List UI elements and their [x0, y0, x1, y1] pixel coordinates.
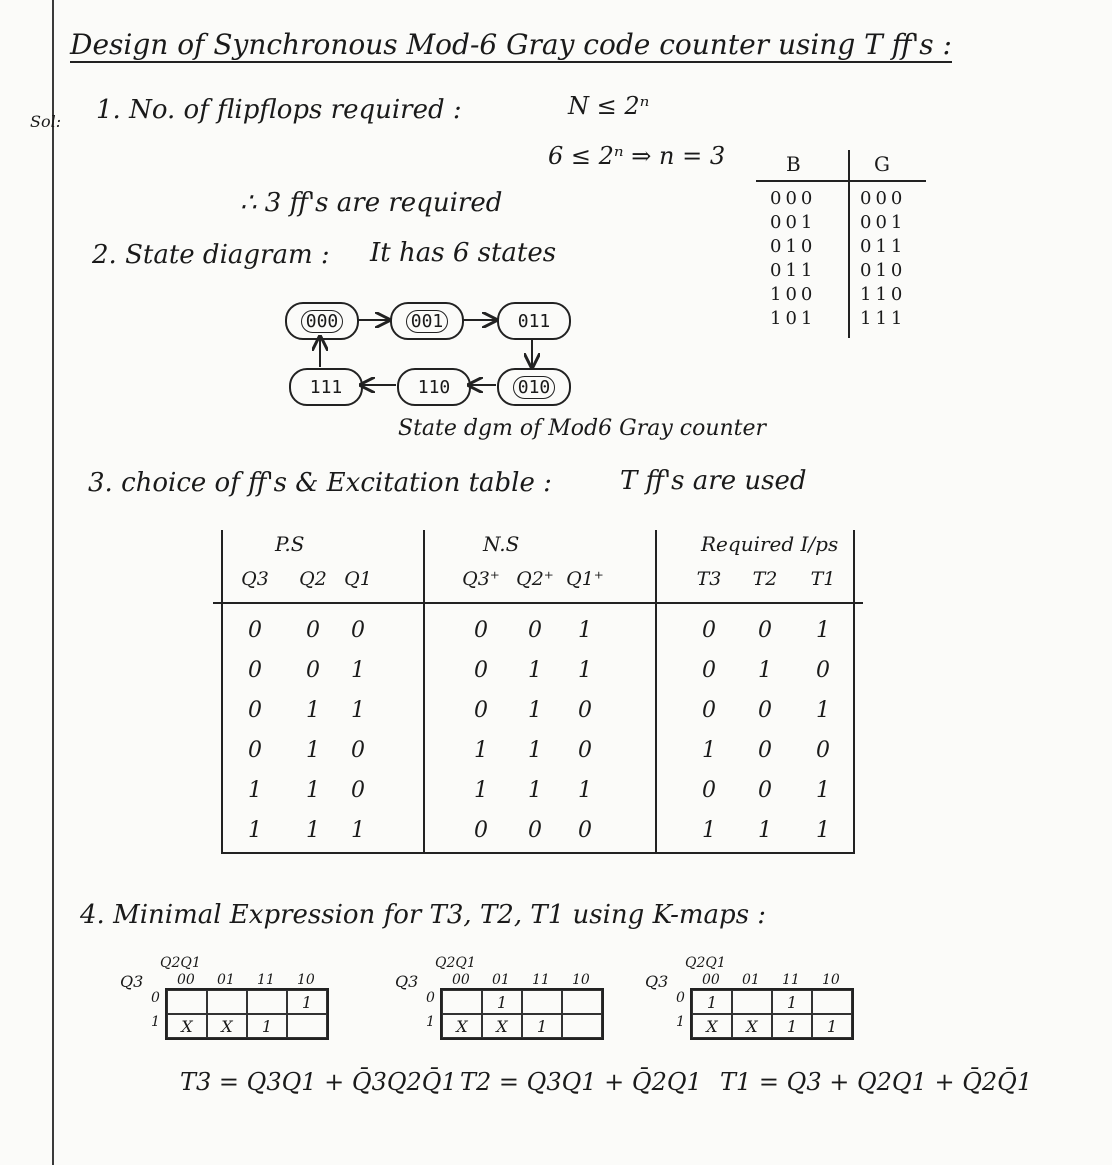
- kmap-col-label: 00: [702, 972, 720, 988]
- table-cell: 0: [248, 698, 262, 723]
- state-node: 001: [390, 302, 464, 340]
- step1-label: 1. No. of flipflops required :: [96, 95, 462, 125]
- kmap-col-label: 11: [532, 972, 550, 988]
- kmap-expression: T3 = Q3Q1 + Q̄3Q2Q̄1: [180, 1068, 457, 1096]
- table-cell: 0: [351, 738, 365, 763]
- table-cell: 1: [758, 818, 772, 843]
- table-border-right: [853, 530, 855, 854]
- excitation-table: [213, 530, 863, 854]
- state-node: 000: [285, 302, 359, 340]
- group-ps: P.S: [275, 532, 305, 556]
- gray-code-cell: 110: [860, 284, 907, 305]
- kmap-col-label: 11: [257, 972, 275, 988]
- table-cell: 0: [816, 658, 830, 683]
- column-header: Q1: [344, 568, 372, 590]
- kmap-cell: [562, 1014, 602, 1038]
- kmap-row-var: Q3: [645, 972, 669, 991]
- kmap-row-var: Q3: [395, 972, 419, 991]
- kmap-cell: 1: [812, 1014, 852, 1038]
- gray-code-cell: 000: [860, 188, 907, 209]
- gray-binary-cell: 001: [770, 212, 817, 233]
- column-header: T3: [696, 568, 722, 590]
- table-cell: 0: [474, 658, 488, 683]
- gray-binary-cell: 000: [770, 188, 817, 209]
- kmap-row-label: 1: [151, 1014, 160, 1030]
- table-cell: 1: [351, 818, 365, 843]
- column-header: Q2⁺: [516, 568, 554, 590]
- kmap-cell: X: [167, 1014, 207, 1038]
- table-cell: 0: [528, 818, 542, 843]
- kmap-cell: X: [207, 1014, 247, 1038]
- table-cell: 1: [578, 618, 592, 643]
- table-cell: 0: [702, 698, 716, 723]
- table-header-rule: [213, 602, 863, 604]
- step4-label: 4. Minimal Expression for T3, T2, T1 using K-maps :: [80, 900, 767, 930]
- kmap-cell: [287, 1014, 327, 1038]
- kmap-col-var: Q2Q1: [160, 955, 201, 971]
- kmap-cell: [812, 990, 852, 1014]
- kmap-col-label: 00: [177, 972, 195, 988]
- table-cell: 0: [306, 658, 320, 683]
- table-cell: 1: [306, 818, 320, 843]
- kmap-col-var: Q2Q1: [685, 955, 726, 971]
- kmap-cell: 1: [247, 1014, 287, 1038]
- kmap-col-var: Q2Q1: [435, 955, 476, 971]
- column-header: Q2: [299, 568, 327, 590]
- table-cell: 0: [702, 778, 716, 803]
- table-cell: 0: [758, 738, 772, 763]
- step3-label: 3. choice of ff's & Excitation table :: [88, 468, 552, 498]
- kmap-col-label: 00: [452, 972, 470, 988]
- table-cell: 0: [578, 698, 592, 723]
- kmap-cell: [167, 990, 207, 1014]
- page-title: Design of Synchronous Mod-6 Gray code counter using T ff's :: [70, 28, 952, 61]
- kmap-cell: [247, 990, 287, 1014]
- table-cell: 0: [758, 618, 772, 643]
- kmap-col-label: 01: [742, 972, 760, 988]
- table-cell: 1: [578, 658, 592, 683]
- table-divider-ns-ip: [655, 530, 657, 854]
- table-cell: 0: [474, 618, 488, 643]
- kmap-col-label: 01: [217, 972, 235, 988]
- table-cell: 1: [248, 778, 262, 803]
- table-cell: 1: [306, 698, 320, 723]
- state-node: 111: [289, 368, 363, 406]
- kmap-cell: 1: [692, 990, 732, 1014]
- kmap-cell: 1: [772, 1014, 812, 1038]
- table-cell: 0: [702, 658, 716, 683]
- table-cell: 1: [816, 818, 830, 843]
- table-cell: 0: [306, 618, 320, 643]
- kmap-cell: [207, 990, 247, 1014]
- gray-code-cell: 111: [860, 308, 907, 329]
- gray-binary-cell: 010: [770, 236, 817, 257]
- table-cell: 0: [578, 738, 592, 763]
- table-cell: 1: [306, 778, 320, 803]
- gray-binary-cell: 101: [770, 308, 817, 329]
- column-header: Q3: [241, 568, 269, 590]
- margin-note: Sol:: [30, 112, 62, 131]
- kmap-col-label: 10: [572, 972, 590, 988]
- kmap-col-label: 10: [822, 972, 840, 988]
- group-required-inputs: Required I/ps: [701, 532, 839, 556]
- kmap-grid: [690, 988, 854, 1040]
- kmap-expression: T2 = Q3Q1 + Q̄2Q1: [460, 1068, 702, 1096]
- kmap-cell: X: [692, 1014, 732, 1038]
- table-cell: 1: [528, 738, 542, 763]
- table-cell: 1: [816, 618, 830, 643]
- table-cell: 0: [474, 698, 488, 723]
- kmap-col-label: 11: [782, 972, 800, 988]
- gray-header-b: B: [786, 152, 801, 176]
- table-cell: 0: [351, 778, 365, 803]
- table-cell: 1: [528, 698, 542, 723]
- kmap-row-label: 0: [426, 990, 435, 1006]
- kmap-cell: [442, 990, 482, 1014]
- kmap-cell: 1: [287, 990, 327, 1014]
- gray-code-cell: 001: [860, 212, 907, 233]
- table-cell: 0: [758, 698, 772, 723]
- table-cell: 1: [816, 698, 830, 723]
- step1-calc: 6 ≤ 2ⁿ ⇒ n = 3: [548, 142, 726, 170]
- gray-header-g: G: [874, 152, 890, 176]
- kmap-row-label: 0: [676, 990, 685, 1006]
- step3-note: T ff's are used: [620, 466, 807, 496]
- table-cell: 0: [248, 738, 262, 763]
- table-cell: 1: [248, 818, 262, 843]
- table-cell: 0: [528, 618, 542, 643]
- table-cell: 1: [528, 658, 542, 683]
- kmap-cell: X: [732, 1014, 772, 1038]
- table-cell: 1: [306, 738, 320, 763]
- kmap-grid: [440, 988, 604, 1040]
- table-cell: 1: [758, 658, 772, 683]
- table-cell: 1: [474, 778, 488, 803]
- kmap-cell: [562, 990, 602, 1014]
- gray-binary-cell: 100: [770, 284, 817, 305]
- table-bottom-rule: [221, 852, 855, 854]
- step1-rule: N ≤ 2ⁿ: [568, 92, 650, 120]
- step1-conclusion: ∴ 3 ff's are required: [240, 188, 503, 218]
- kmap-row-var: Q3: [120, 972, 144, 991]
- state-diagram-caption: State dgm of Mod6 Gray counter: [398, 416, 767, 441]
- step2-note: It has 6 states: [370, 238, 557, 268]
- table-cell: 1: [816, 778, 830, 803]
- gray-binary-cell: 011: [770, 260, 817, 281]
- kmap-row-label: 1: [676, 1014, 685, 1030]
- kmap-row-label: 0: [151, 990, 160, 1006]
- state-node: 010: [497, 368, 571, 406]
- kmap-cell: 1: [482, 990, 522, 1014]
- column-header: Q3⁺: [462, 568, 500, 590]
- table-cell: 0: [351, 618, 365, 643]
- kmap-col-label: 10: [297, 972, 315, 988]
- table-cell: 1: [702, 818, 716, 843]
- table-cell: 0: [578, 818, 592, 843]
- table-cell: 1: [528, 778, 542, 803]
- table-cell: 0: [248, 658, 262, 683]
- kmap-grid: [165, 988, 329, 1040]
- state-node: 011: [497, 302, 571, 340]
- kmap-col-label: 01: [492, 972, 510, 988]
- table-cell: 1: [702, 738, 716, 763]
- table-cell: 0: [758, 778, 772, 803]
- table-cell: 0: [702, 618, 716, 643]
- group-ns: N.S: [483, 532, 520, 556]
- kmap-cell: [522, 990, 562, 1014]
- table-cell: 0: [248, 618, 262, 643]
- step2-label: 2. State diagram :: [92, 240, 330, 270]
- table-cell: 1: [578, 778, 592, 803]
- kmap-cell: X: [482, 1014, 522, 1038]
- kmap-cell: X: [442, 1014, 482, 1038]
- state-node: 110: [397, 368, 471, 406]
- gray-code-cell: 011: [860, 236, 907, 257]
- table-cell: 0: [816, 738, 830, 763]
- table-cell: 1: [351, 698, 365, 723]
- column-header: T2: [752, 568, 778, 590]
- table-divider-ps-ns: [423, 530, 425, 854]
- column-header: Q1⁺: [566, 568, 604, 590]
- table-cell: 0: [474, 818, 488, 843]
- kmap-cell: 1: [522, 1014, 562, 1038]
- kmap-expression: T1 = Q3 + Q2Q1 + Q̄2Q̄1: [720, 1068, 1033, 1096]
- table-cell: 1: [474, 738, 488, 763]
- gray-code-cell: 010: [860, 260, 907, 281]
- kmap-cell: 1: [772, 990, 812, 1014]
- table-cell: 1: [351, 658, 365, 683]
- kmap-cell: [732, 990, 772, 1014]
- column-header: T1: [810, 568, 836, 590]
- kmap-row-label: 1: [426, 1014, 435, 1030]
- table-border-left: [221, 530, 223, 854]
